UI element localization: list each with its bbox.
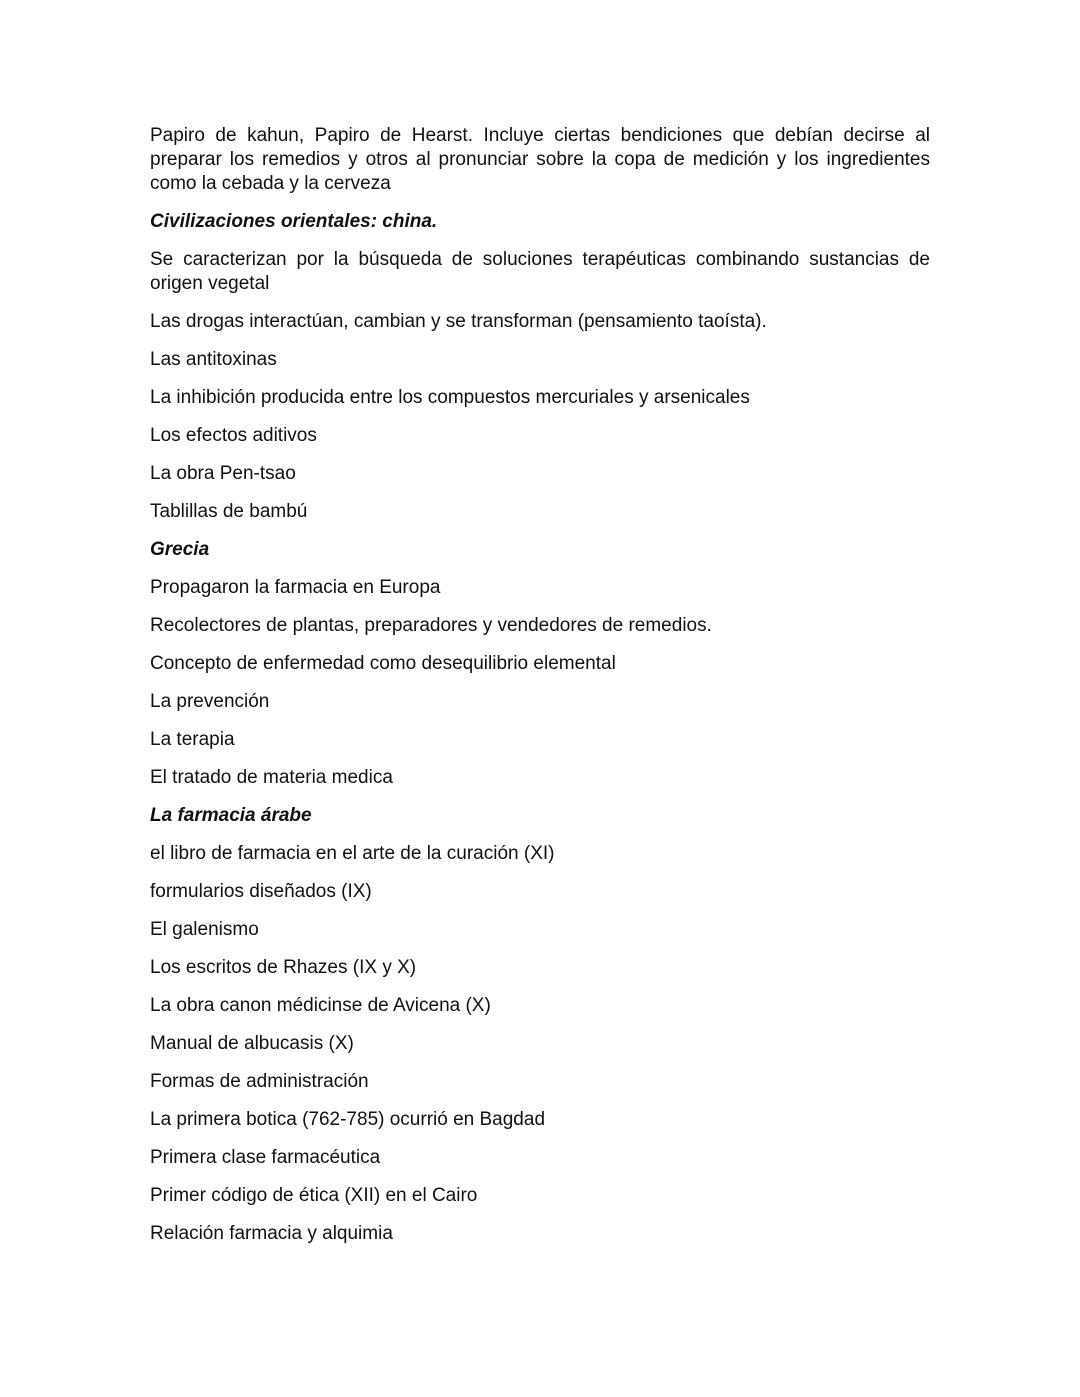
list-item: Las antitoxinas [150,349,277,370]
list-item: formularios diseñados (IX) [150,881,372,902]
list-item: Concepto de enfermedad como desequilibrio elemental [150,653,616,674]
intro-paragraph: Papiro de kahun, Papiro de Hearst. Incluye ciertas bendiciones que debían decirse al preparar los remedios y otros al pronunciar sobre la copa de medición y los ingredientes como la cebada y la cerveza [150,125,930,194]
list-item: El galenismo [150,919,259,940]
section-heading-arabe: La farmacia árabe [150,805,312,826]
list-item: La terapia [150,729,235,750]
list-item: La prevención [150,691,270,712]
list-item: Primer código de ética (XII) en el Cairo [150,1185,478,1206]
list-item: Formas de administración [150,1071,369,1092]
document-page [150,124,930,1260]
list-item: Recolectores de plantas, preparadores y vendedores de remedios. [150,615,712,636]
list-item: El tratado de materia medica [150,767,393,788]
section-heading-grecia: Grecia [150,539,210,560]
list-item: el libro de farmacia en el arte de la curación (XI) [150,843,555,864]
list-item: Las drogas interactúan, cambian y se transforman (pensamiento taoísta). [150,311,767,332]
list-item: La obra canon médicinse de Avicena (X) [150,995,491,1016]
list-item: Propagaron la farmacia en Europa [150,577,441,598]
list-item: Manual de albucasis (X) [150,1033,354,1054]
list-item: Primera clase farmacéutica [150,1147,381,1168]
list-item: La primera botica (762-785) ocurrió en Bagdad [150,1109,546,1130]
list-item: La obra Pen-tsao [150,463,296,484]
list-item: Los escritos de Rhazes (IX y X) [150,957,417,978]
list-item: Se caracterizan por la búsqueda de soluciones terapéuticas combinando sustancias de origen vegetal [150,249,930,294]
list-item: Relación farmacia y alquimia [150,1223,393,1244]
list-item: Los efectos aditivos [150,425,317,446]
list-item: La inhibición producida entre los compuestos mercuriales y arsenicales [150,387,750,408]
list-item: Tablillas de bambú [150,501,308,522]
section-heading-china: Civilizaciones orientales: china. [150,211,438,232]
